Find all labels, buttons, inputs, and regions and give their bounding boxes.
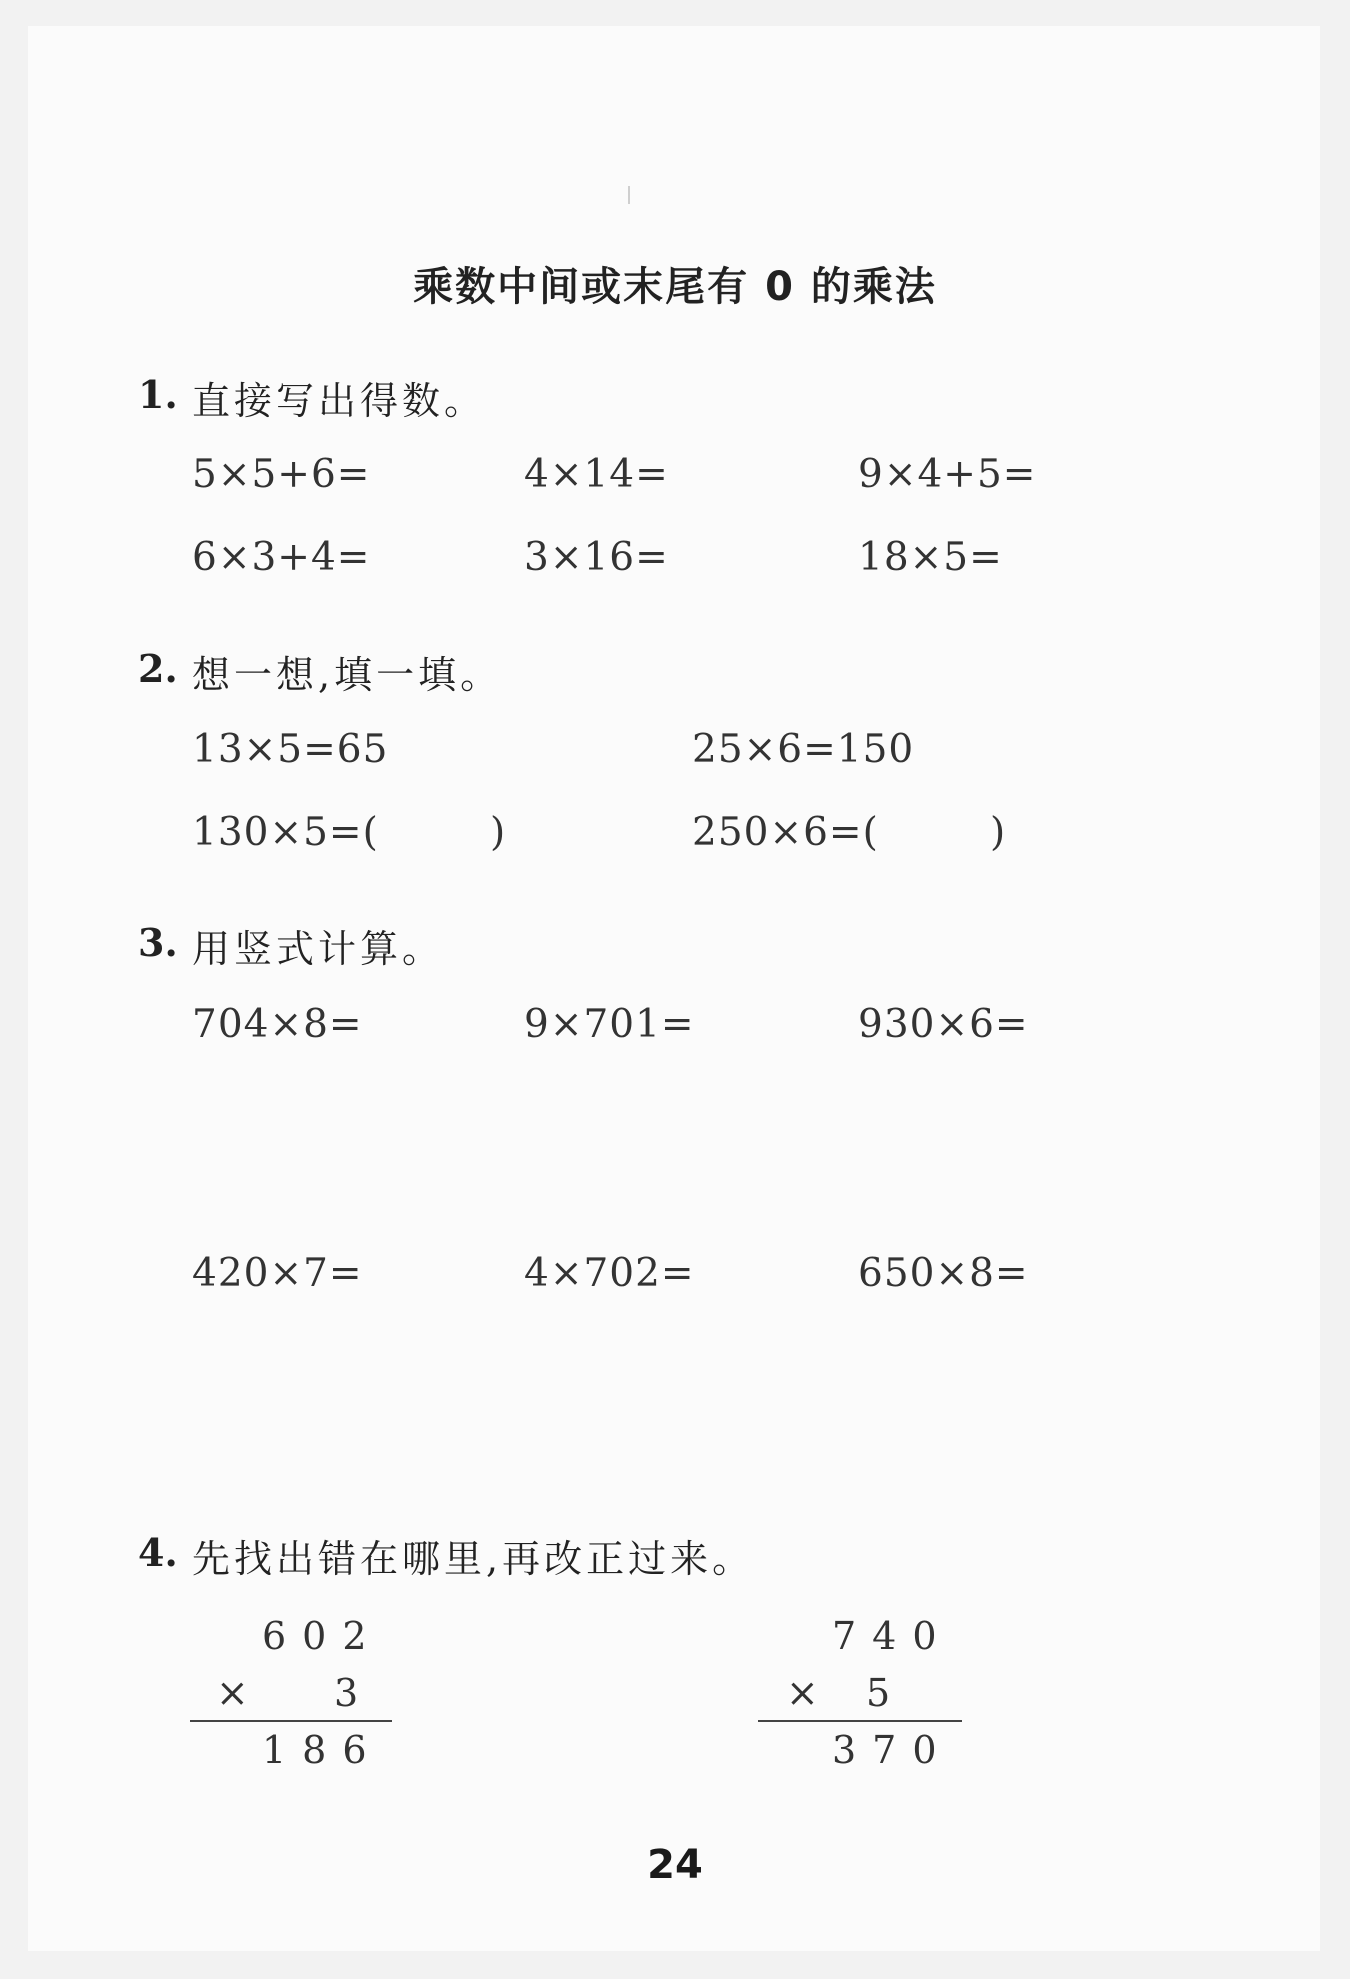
- q3-item-1: 704×8=: [192, 1002, 363, 1047]
- right-multiplicand: 740: [832, 1614, 953, 1658]
- page-number: 24: [647, 1842, 703, 1888]
- q1-item-4: 6×3+4=: [192, 535, 371, 580]
- right-result-line: [758, 1720, 962, 1722]
- q3-item-4: 420×7=: [192, 1251, 363, 1296]
- q2-item-1: 13×5=65: [192, 727, 389, 772]
- scan-speck: [628, 186, 630, 204]
- right-times-sign: ×: [786, 1671, 820, 1716]
- q1-item-5: 3×16=: [524, 535, 669, 580]
- left-multiplier: 3: [334, 1671, 375, 1715]
- q2-item-2: 25×6=150: [692, 727, 915, 772]
- q3-item-2: 9×701=: [524, 1002, 695, 1047]
- left-times-sign: ×: [216, 1671, 250, 1716]
- q2-item-4: 250×6=(: [692, 810, 879, 855]
- q2-instruction: 想一想,填一填。: [192, 653, 503, 697]
- q3-number: 3.: [138, 920, 178, 965]
- page-title: 乘数中间或末尾有 0 的乘法: [413, 264, 937, 310]
- left-result-line: [190, 1720, 392, 1722]
- q3-item-6: 650×8=: [858, 1251, 1029, 1296]
- worksheet-page: [28, 26, 1320, 1951]
- left-multiplicand: 602: [262, 1614, 383, 1658]
- q2-item-3: 130×5=(: [192, 810, 379, 855]
- q1-number: 1.: [138, 372, 178, 417]
- q1-item-6: 18×5=: [858, 535, 1003, 580]
- q1-instruction: 直接写出得数。: [192, 379, 487, 423]
- q1-item-2: 4×14=: [524, 452, 669, 497]
- q2-item-4-close-paren: ): [990, 810, 1007, 855]
- left-result: 186: [262, 1728, 383, 1772]
- q1-item-3: 9×4+5=: [858, 452, 1037, 497]
- q2-number: 2.: [138, 646, 178, 691]
- q4-instruction: 先找出错在哪里,再改正过来。: [192, 1537, 755, 1581]
- q3-item-3: 930×6=: [858, 1002, 1029, 1047]
- right-multiplier: 5: [866, 1671, 907, 1715]
- q1-item-1: 5×5+6=: [192, 452, 371, 497]
- right-result: 370: [832, 1728, 953, 1772]
- q3-item-5: 4×702=: [524, 1251, 695, 1296]
- q3-instruction: 用竖式计算。: [192, 927, 445, 971]
- q2-item-3-close-paren: ): [490, 810, 507, 855]
- q4-number: 4.: [138, 1530, 178, 1575]
